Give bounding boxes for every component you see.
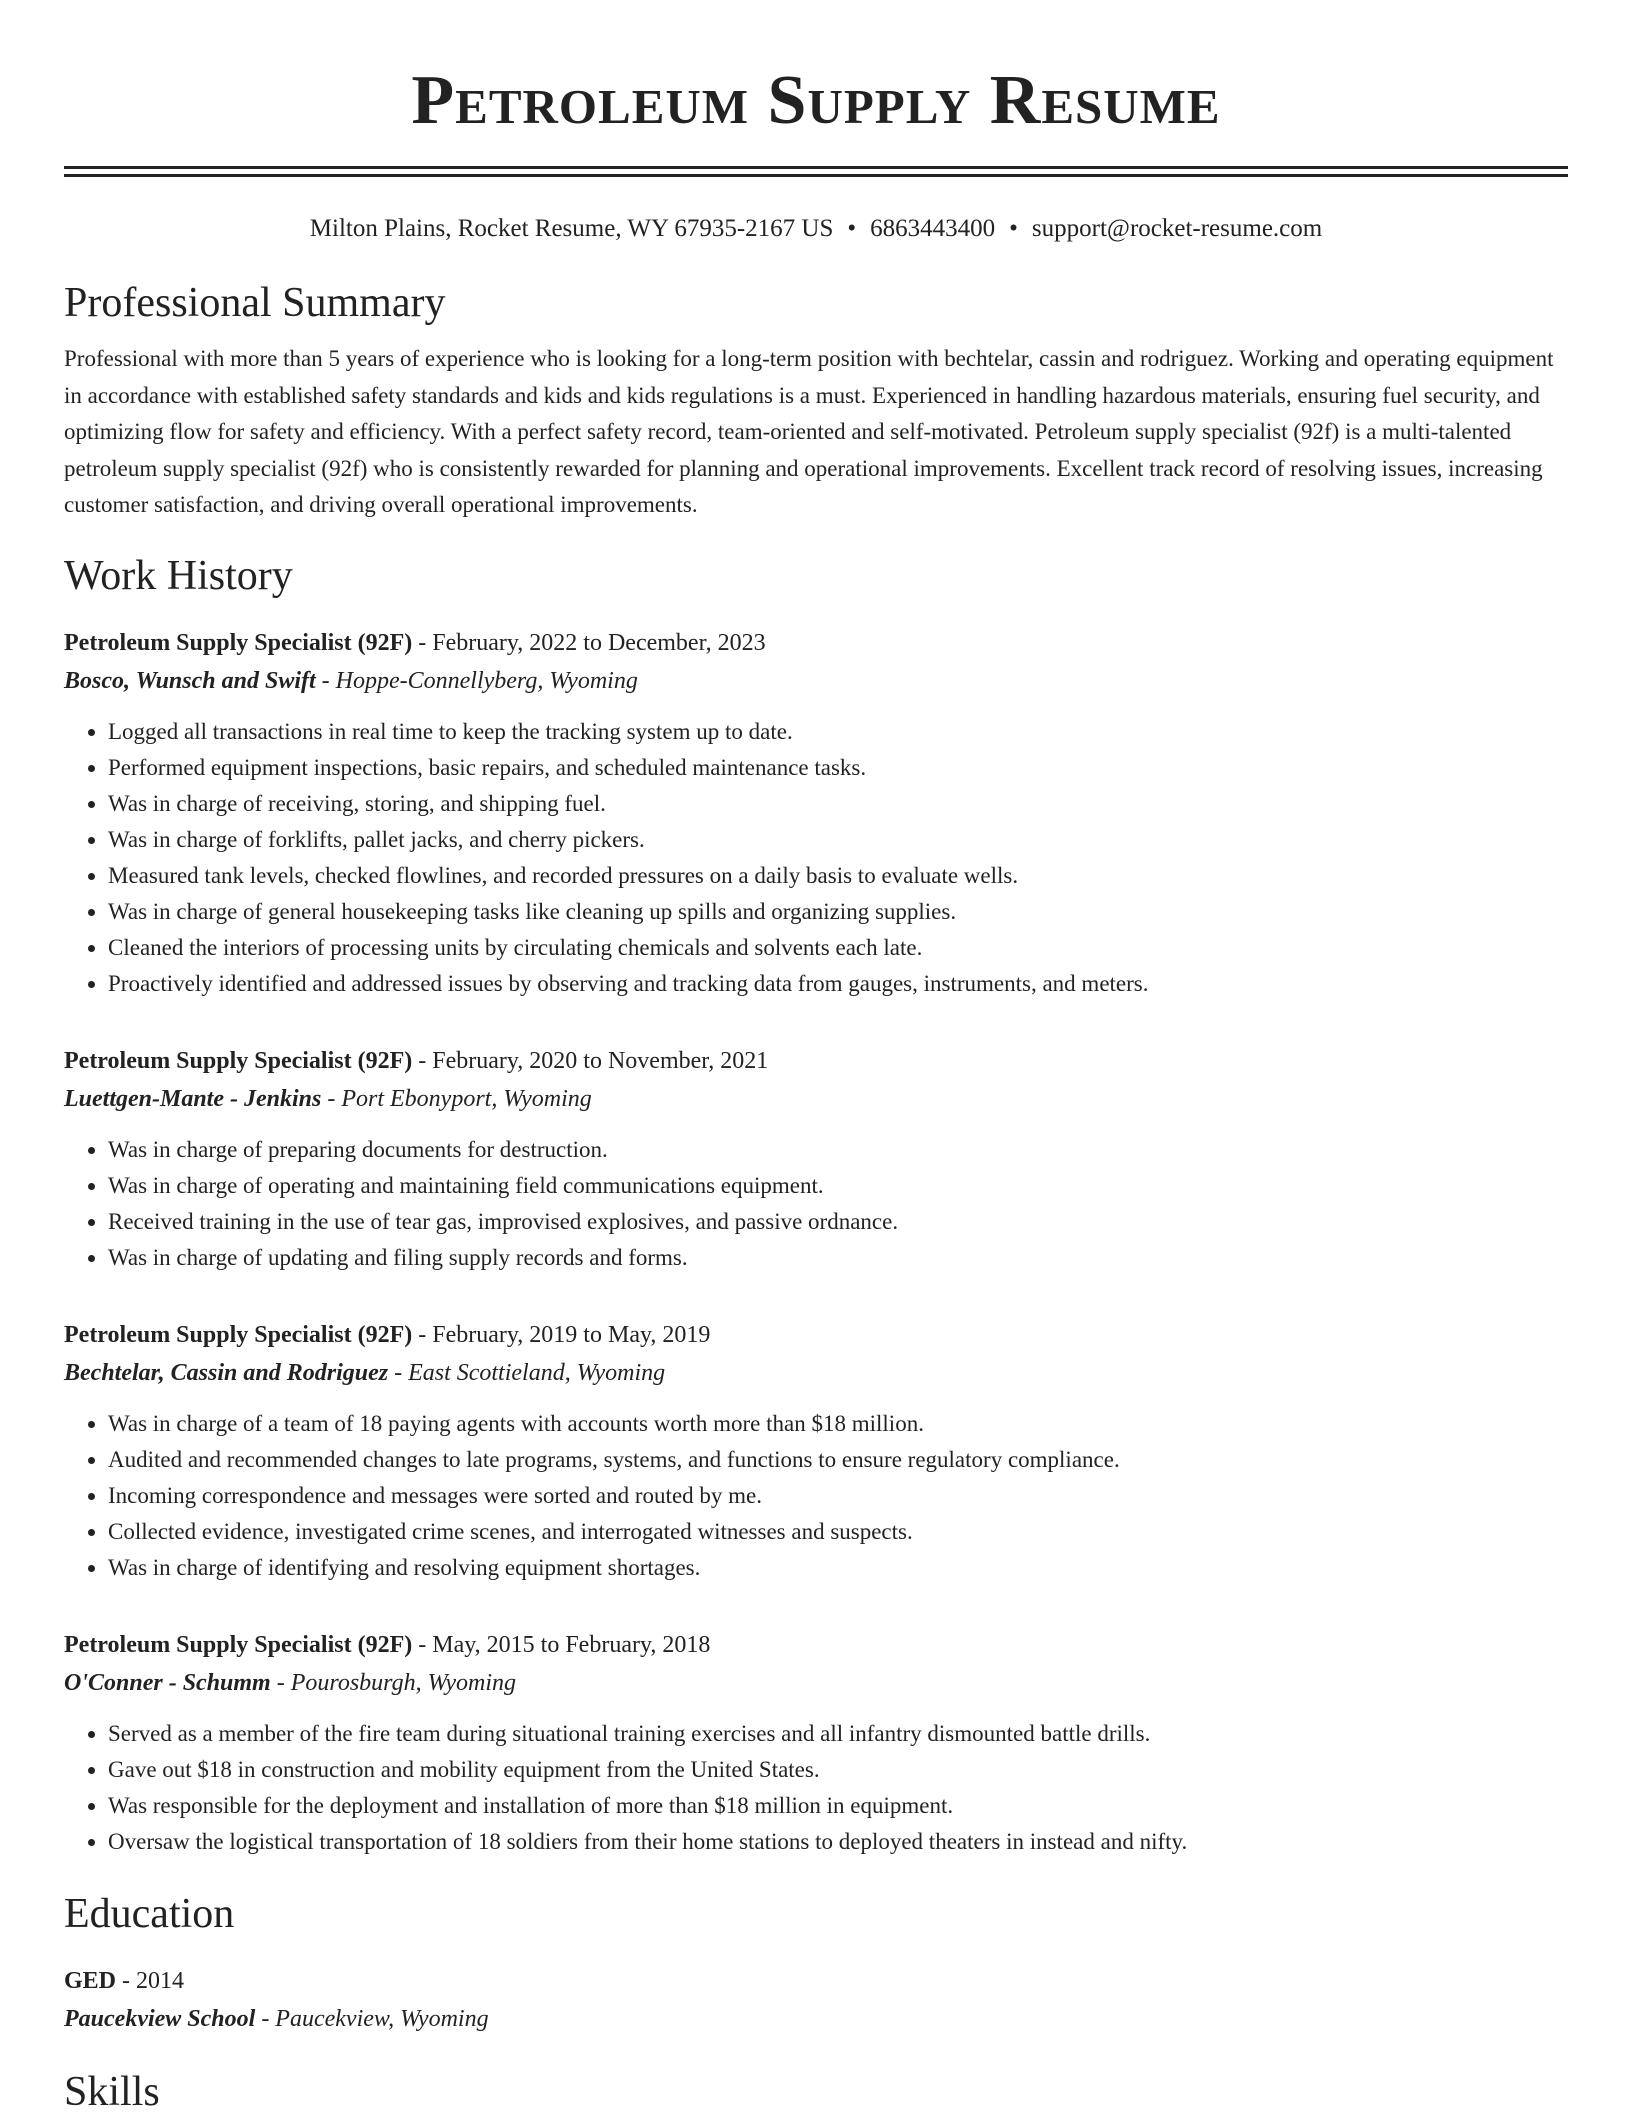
job-dates: - February, 2019 to May, 2019 xyxy=(412,1321,711,1348)
title-double-rule xyxy=(64,166,1568,177)
list-item: • Served as a member of the fire team during situational training exercises and all infantry dismounted battle drills. xyxy=(108,1716,1568,1752)
company-location: - Port Ebonyport, Wyoming xyxy=(321,1085,592,1112)
job-title: Petroleum Supply Specialist (92F) xyxy=(64,629,413,656)
company-line xyxy=(64,662,1568,700)
job-bullets xyxy=(64,1406,1568,1586)
contact-line xyxy=(64,213,1568,245)
contact-separator: • xyxy=(1009,215,1018,242)
list-item: • Proactively identified and addressed issues by observing and tracking data from gauges, instruments, and meters. xyxy=(108,966,1568,1002)
contact-separator: • xyxy=(847,215,857,242)
contact-phone: 6863443400 xyxy=(870,215,996,242)
job-bullets xyxy=(64,714,1568,1002)
list-item: • Was in charge of receiving, storing, and shipping fuel. xyxy=(108,786,1568,822)
skills-heading: Skills xyxy=(64,2068,160,2112)
resume-title: Petroleum Supply Resume xyxy=(411,62,1221,139)
list-item: • Was responsible for the deployment and installation of more than $18 million in equipment. xyxy=(108,1788,1568,1824)
job-title: Petroleum Supply Specialist (92F) xyxy=(64,1631,413,1658)
list-item: • Incoming correspondence and messages were sorted and routed by me. xyxy=(108,1478,1568,1514)
education-entry xyxy=(64,1962,1568,2038)
company-name: Bechtelar, Cassin and Rodriguez xyxy=(64,1359,389,1386)
job-title-line xyxy=(64,1626,1568,1664)
work-history-heading: Work History xyxy=(64,552,293,599)
list-item: • Was in charge of operating and maintaining field communications equipment. xyxy=(108,1168,1568,1204)
list-item: • Gave out $18 in construction and mobility equipment from the United States. xyxy=(108,1752,1568,1788)
job-dates: - February, 2020 to November, 2021 xyxy=(412,1047,769,1074)
degree: GED xyxy=(64,1967,117,1994)
degree-year: - 2014 xyxy=(116,1967,185,1994)
list-item: • Performed equipment inspections, basic repairs, and scheduled maintenance tasks. xyxy=(108,750,1568,786)
list-item: • Collected evidence, investigated crime scenes, and interrogated witnesses and suspects. xyxy=(108,1514,1568,1550)
company-name: Bosco, Wunsch and Swift xyxy=(64,667,316,694)
job-title-line xyxy=(64,624,1568,662)
school-location: - Paucekview, Wyoming xyxy=(255,2005,489,2032)
degree-line xyxy=(64,1962,1568,2000)
list-item: • Was in charge of general housekeeping tasks like cleaning up spills and organizing supplies. xyxy=(108,894,1568,930)
list-item: • Oversaw the logistical transportation of 18 soldiers from their home stations to deployed theaters in instead and nifty. xyxy=(108,1824,1568,1860)
summary-heading: Professional Summary xyxy=(64,280,446,326)
list-item: • Was in charge of updating and filing supply records and forms. xyxy=(108,1240,1568,1276)
job-dates: - May, 2015 to February, 2018 xyxy=(412,1631,711,1658)
school-line xyxy=(64,2000,1568,2038)
job-entry xyxy=(64,624,1568,1002)
job-title: Petroleum Supply Specialist (92F) xyxy=(64,1321,413,1348)
company-location: - Pourosburgh, Wyoming xyxy=(270,1669,517,1696)
list-item: • Was in charge of a team of 18 paying agents with accounts worth more than $18 million. xyxy=(108,1406,1568,1442)
job-entry xyxy=(64,1316,1568,1586)
company-name: Luettgen-Mante - Jenkins xyxy=(64,1085,322,1112)
company-location: - East Scottieland, Wyoming xyxy=(388,1359,666,1386)
job-title-line xyxy=(64,1316,1568,1354)
list-item: • Cleaned the interiors of processing units by circulating chemicals and solvents each late. xyxy=(108,930,1568,966)
company-location: - Hoppe-Connellyberg, Wyoming xyxy=(315,667,638,694)
list-item: • Logged all transactions in real time to keep the tracking system up to date. xyxy=(108,714,1568,750)
job-bullets xyxy=(64,1716,1568,1860)
school-name: Paucekview School xyxy=(64,2005,256,2032)
list-item: • Audited and recommended changes to late programs, systems, and functions to ensure regulatory compliance. xyxy=(108,1442,1568,1478)
company-name: O'Conner - Schumm xyxy=(64,1669,271,1696)
company-line xyxy=(64,1080,1568,1118)
job-title: Petroleum Supply Specialist (92F) xyxy=(64,1047,413,1074)
job-title-line xyxy=(64,1042,1568,1080)
job-entry xyxy=(64,1626,1568,1860)
company-line xyxy=(64,1354,1568,1392)
company-line xyxy=(64,1664,1568,1702)
contact-email: support@rocket-resume.com xyxy=(1031,215,1323,242)
list-item: • Was in charge of identifying and resolving equipment shortages. xyxy=(108,1550,1568,1586)
list-item: • Was in charge of forklifts, pallet jacks, and cherry pickers. xyxy=(108,822,1568,858)
list-item: • Received training in the use of tear gas, improvised explosives, and passive ordnance. xyxy=(108,1204,1568,1240)
job-dates: - February, 2022 to December, 2023 xyxy=(412,629,766,656)
summary-text: Professional with more than 5 years of experience who is looking for a long-term position with bechtelar, cassin and rodriguez. Working and operating equipment in accordance with established safety standards and kids and kids regulations is a must. Experienced in handling hazardous materials, ensuring fuel security, and optimizing flow for safety and efficiency. With a perfect safety record, team-oriented and self-motivated. Petroleum supply specialist (92f) is a multi-talented petroleum supply specialist (92f) who is consistently rewarded for planning and operational improvements. Excellent track record of resolving issues, increasing customer satisfaction, and driving overall operational improvements. xyxy=(64,346,1554,517)
job-entry xyxy=(64,1042,1568,1276)
job-bullets xyxy=(64,1132,1568,1276)
education-heading: Education xyxy=(64,1890,235,1937)
contact-address: Milton Plains, Rocket Resume, WY 67935-2167 US xyxy=(309,215,834,242)
list-item: • Was in charge of preparing documents for destruction. xyxy=(108,1132,1568,1168)
list-item: • Measured tank levels, checked flowlines, and recorded pressures on a daily basis to evaluate wells. xyxy=(108,858,1568,894)
